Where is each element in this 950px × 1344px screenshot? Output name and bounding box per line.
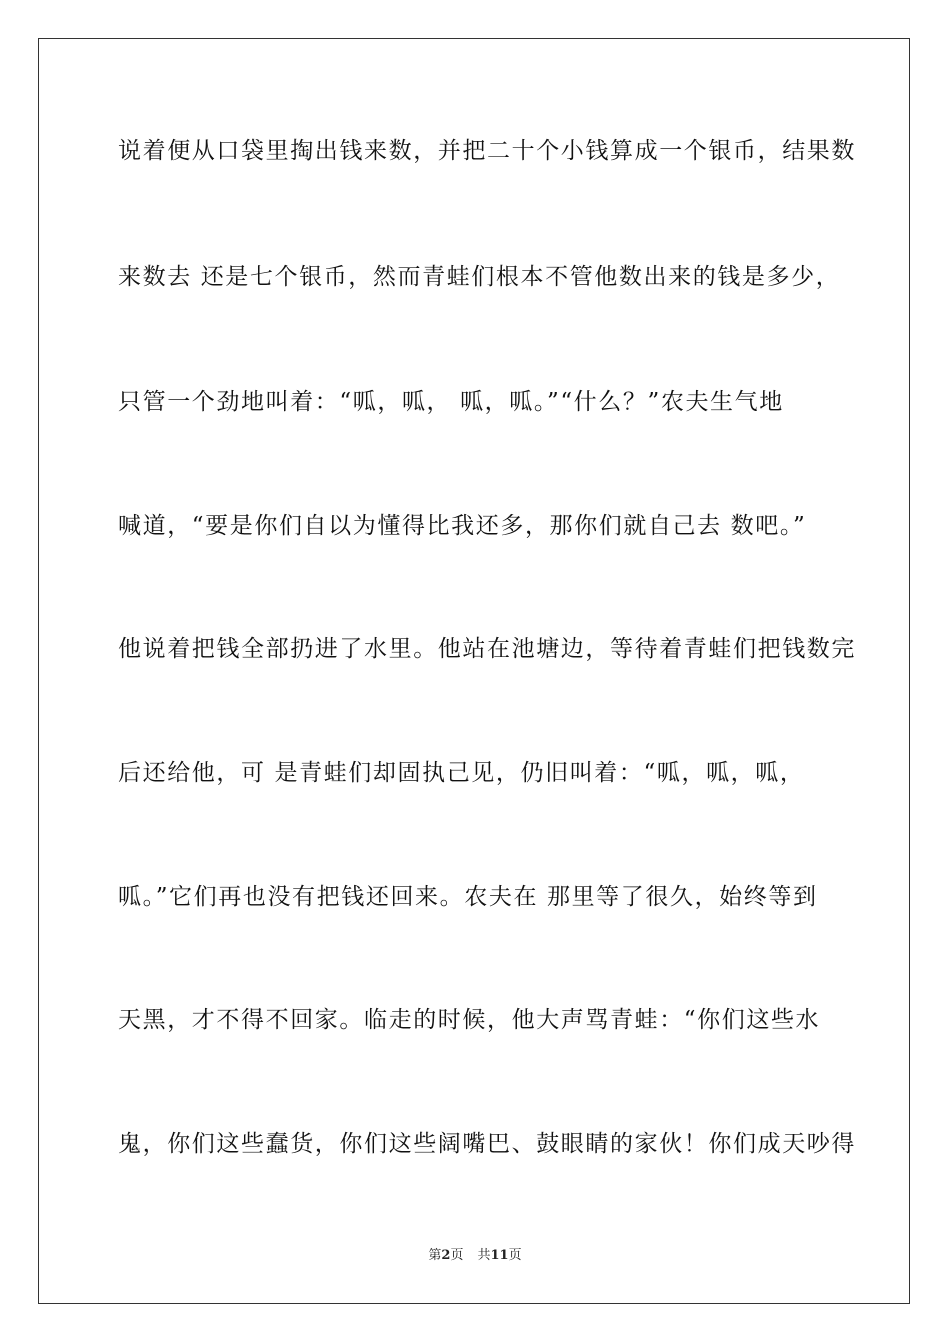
text-line-3: 只管一个劲地叫着：“呱，呱， 呱，呱。”“什么？”农夫生气地 [118, 389, 784, 415]
page-number: 2 [441, 1248, 451, 1263]
page-suffix: 页 [450, 1248, 464, 1263]
total-prefix: 共 [477, 1248, 491, 1263]
text-line-4: 喊道，“要是你们自以为懂得比我还多，那你们就自己去 数吧。” [118, 513, 807, 539]
total-suffix: 页 [508, 1248, 522, 1263]
text-line-9: 鬼，你们这些蠢货，你们这些阔嘴巴、鼓眼睛的家伙！你们成天吵得 [118, 1131, 856, 1157]
text-line-7: 呱。”它们再也没有把钱还回来。农夫在 那里等了很久，始终等到 [118, 884, 818, 910]
text-line-5: 他说着把钱全部扔进了水里。他站在池塘边，等待着青蛙们把钱数完 [118, 636, 856, 662]
page-prefix: 第 [428, 1248, 442, 1263]
page-border [38, 38, 910, 1304]
text-line-6: 后还给他，可 是青蛙们却固执己见，仍旧叫着：“呱，呱，呱， [118, 760, 805, 786]
total-pages: 11 [490, 1248, 509, 1263]
text-line-1: 说着便从口袋里掏出钱来数，并把二十个小钱算成一个银币，结果数 [118, 138, 856, 164]
page-footer [0, 1248, 950, 1264]
text-line-8: 天黑，才不得不回家。临走的时候，他大声骂青蛙：“你们这些水 [118, 1007, 821, 1033]
text-line-2: 来数去 还是七个银币，然而青蛙们根本不管他数出来的钱是多少， [118, 264, 841, 290]
